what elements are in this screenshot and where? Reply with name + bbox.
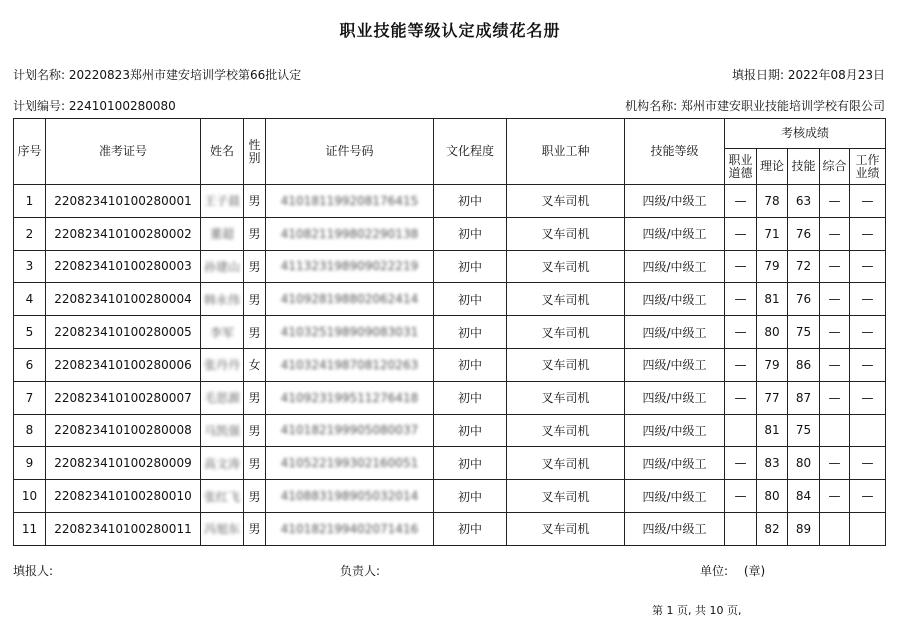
- row-name-text: 冯旭东: [203, 522, 240, 537]
- row-name-text: 董超: [209, 227, 234, 242]
- row-skill: 86: [788, 348, 820, 381]
- row-performance: —: [850, 217, 886, 250]
- row-education: 初中: [434, 250, 507, 283]
- row-name: [201, 414, 244, 447]
- row-skill: 75: [788, 316, 820, 349]
- table-row: [14, 480, 886, 513]
- row-level: 四级/中级工: [625, 185, 725, 218]
- row-performance: —: [850, 316, 886, 349]
- row-id-no: [266, 381, 434, 414]
- row-education: 初中: [434, 283, 507, 316]
- table-row: [14, 217, 886, 250]
- plan-no-line: [13, 97, 176, 114]
- row-comprehensive: —: [820, 250, 850, 283]
- row-level: 四级/中级工: [625, 447, 725, 480]
- row-performance: —: [850, 447, 886, 480]
- row-education: 初中: [434, 316, 507, 349]
- row-name: [201, 447, 244, 480]
- row-name-text: 王子晨: [203, 194, 240, 209]
- row-job: 叉车司机: [507, 316, 625, 349]
- row-name: [201, 185, 244, 218]
- row-skill: 76: [788, 283, 820, 316]
- row-comprehensive: —: [820, 316, 850, 349]
- row-exam-no: 220823410100280005: [46, 316, 201, 349]
- row-theory: 78: [757, 185, 788, 218]
- row-skill: 80: [788, 447, 820, 480]
- row-theory: 79: [757, 250, 788, 283]
- row-ethics: —: [725, 480, 757, 513]
- row-exam-no: 220823410100280006: [46, 348, 201, 381]
- row-theory: 82: [757, 512, 788, 545]
- row-level: 四级/中级工: [625, 283, 725, 316]
- row-ethics: —: [725, 381, 757, 414]
- row-exam-no: 220823410100280002: [46, 217, 201, 250]
- row-id-no-text: 410325198909083031: [280, 325, 419, 340]
- row-id-no: [266, 447, 434, 480]
- row-job: 叉车司机: [507, 381, 625, 414]
- row-comprehensive: [820, 512, 850, 545]
- row-gender: 女: [244, 348, 266, 381]
- row-performance: —: [850, 250, 886, 283]
- row-seq: 9: [14, 447, 46, 480]
- row-skill: 72: [788, 250, 820, 283]
- row-gender: 男: [244, 316, 266, 349]
- row-theory: 80: [757, 316, 788, 349]
- row-exam-no: 220823410100280010: [46, 480, 201, 513]
- row-performance: [850, 512, 886, 545]
- row-skill: 75: [788, 414, 820, 447]
- table-row: [14, 447, 886, 480]
- row-comprehensive: [820, 414, 850, 447]
- row-level: 四级/中级工: [625, 250, 725, 283]
- header-seq: 序号: [14, 119, 46, 185]
- row-seq: 2: [14, 217, 46, 250]
- row-education: 初中: [434, 512, 507, 545]
- row-education: 初中: [434, 348, 507, 381]
- row-job: 叉车司机: [507, 217, 625, 250]
- row-level: 四级/中级工: [625, 381, 725, 414]
- row-id-no-text: 410522199302160051: [280, 456, 419, 471]
- responsible-label: 负责人:: [340, 564, 381, 578]
- header-level: 技能等级: [625, 119, 725, 185]
- row-id-no-text: 410883198905032014: [280, 489, 419, 504]
- header-exam-no: 准考证号: [46, 119, 201, 185]
- row-theory: 80: [757, 480, 788, 513]
- row-gender: 男: [244, 447, 266, 480]
- row-seq: 7: [14, 381, 46, 414]
- row-seq: 5: [14, 316, 46, 349]
- row-seq: 6: [14, 348, 46, 381]
- header-education: 文化程度: [434, 119, 507, 185]
- header-performance: 工作业绩: [850, 149, 886, 185]
- page-info: 第 1 页, 共 10 页,: [652, 604, 742, 617]
- row-theory: 71: [757, 217, 788, 250]
- row-name-text: 韩永伟: [203, 292, 240, 307]
- row-exam-no: 220823410100280003: [46, 250, 201, 283]
- table-row: [14, 512, 886, 545]
- unit-label: 单位:: [700, 564, 729, 578]
- row-theory: 81: [757, 283, 788, 316]
- row-ethics: —: [725, 283, 757, 316]
- score-roster-table: [13, 118, 886, 546]
- row-id-no: [266, 316, 434, 349]
- row-job: 叉车司机: [507, 447, 625, 480]
- row-id-no-text: 410181199208176415: [280, 193, 419, 208]
- row-name-text: 马凯强: [203, 423, 240, 438]
- seal-label: (章): [743, 564, 766, 578]
- fill-date-label: 填报日期:: [732, 68, 785, 82]
- row-level: 四级/中级工: [625, 512, 725, 545]
- row-performance: [850, 414, 886, 447]
- row-ethics: —: [725, 348, 757, 381]
- table-row: [14, 185, 886, 218]
- row-performance: —: [850, 381, 886, 414]
- plan-no-value: 22410100280080: [68, 99, 176, 113]
- header-scores: 考核成绩: [725, 119, 886, 149]
- org-name-value: 郑州市建安职业技能培训学校有限公司: [680, 99, 885, 113]
- row-gender: 男: [244, 414, 266, 447]
- unit-line: [700, 562, 765, 579]
- row-exam-no: 220823410100280004: [46, 283, 201, 316]
- row-skill: 89: [788, 512, 820, 545]
- row-name-text: 高文涛: [203, 456, 240, 471]
- row-id-no-text: 410182199905080037: [280, 423, 419, 438]
- row-name-text: 毛思源: [203, 391, 240, 406]
- header-comprehensive: 综合: [820, 149, 850, 185]
- header-ethics: 职业道德: [725, 149, 757, 185]
- row-name: [201, 348, 244, 381]
- row-job: 叉车司机: [507, 414, 625, 447]
- row-ethics: —: [725, 447, 757, 480]
- row-theory: 83: [757, 447, 788, 480]
- row-name-text: 孙建山: [203, 259, 240, 274]
- row-level: 四级/中级工: [625, 414, 725, 447]
- row-gender: 男: [244, 217, 266, 250]
- row-exam-no: 220823410100280001: [46, 185, 201, 218]
- row-name: [201, 217, 244, 250]
- row-education: 初中: [434, 381, 507, 414]
- row-ethics: —: [725, 316, 757, 349]
- row-seq: 11: [14, 512, 46, 545]
- row-gender: 男: [244, 512, 266, 545]
- row-name: [201, 316, 244, 349]
- row-id-no: [266, 283, 434, 316]
- row-id-no: [266, 217, 434, 250]
- row-skill: 76: [788, 217, 820, 250]
- row-performance: —: [850, 283, 886, 316]
- row-theory: 81: [757, 414, 788, 447]
- row-ethics: —: [725, 217, 757, 250]
- page-title: 职业技能等级认定成绩花名册: [339, 21, 561, 40]
- table-row: [14, 348, 886, 381]
- row-id-no-text: 410324198708120263: [280, 357, 419, 372]
- row-gender: 男: [244, 283, 266, 316]
- org-name-line: [625, 97, 885, 114]
- table-row: [14, 283, 886, 316]
- row-ethics: [725, 414, 757, 447]
- row-comprehensive: —: [820, 381, 850, 414]
- table-row: [14, 316, 886, 349]
- row-comprehensive: —: [820, 185, 850, 218]
- row-education: 初中: [434, 414, 507, 447]
- header-gender: 性别: [244, 119, 266, 185]
- row-seq: 1: [14, 185, 46, 218]
- row-name-text: 张丹丹: [203, 358, 240, 373]
- row-job: 叉车司机: [507, 185, 625, 218]
- row-comprehensive: —: [820, 283, 850, 316]
- row-job: 叉车司机: [507, 250, 625, 283]
- row-name: [201, 381, 244, 414]
- row-exam-no: 220823410100280008: [46, 414, 201, 447]
- row-seq: 4: [14, 283, 46, 316]
- header-job: 职业工种: [507, 119, 625, 185]
- row-id-no: [266, 480, 434, 513]
- row-ethics: [725, 512, 757, 545]
- row-name: [201, 512, 244, 545]
- row-exam-no: 220823410100280011: [46, 512, 201, 545]
- row-gender: 男: [244, 250, 266, 283]
- row-seq: 3: [14, 250, 46, 283]
- row-performance: —: [850, 480, 886, 513]
- row-level: 四级/中级工: [625, 316, 725, 349]
- row-id-no-text: 410182199402071416: [280, 521, 419, 536]
- table-row: [14, 381, 886, 414]
- row-level: 四级/中级工: [625, 348, 725, 381]
- row-comprehensive: —: [820, 447, 850, 480]
- plan-name-value: 20220823郑州市建安培训学校第66批认定: [68, 68, 302, 82]
- row-name: [201, 250, 244, 283]
- row-education: 初中: [434, 185, 507, 218]
- header-id-no: 证件号码: [266, 119, 434, 185]
- row-id-no: [266, 512, 434, 545]
- row-id-no-text: 410923199511276418: [280, 390, 419, 405]
- row-skill: 84: [788, 480, 820, 513]
- row-education: 初中: [434, 447, 507, 480]
- row-seq: 8: [14, 414, 46, 447]
- filler-label: 填报人:: [13, 564, 54, 578]
- table-row: [14, 414, 886, 447]
- row-gender: 男: [244, 185, 266, 218]
- row-id-no-text: 410928198802062414: [280, 292, 419, 307]
- row-name-text: 李军: [209, 325, 234, 340]
- row-exam-no: 220823410100280007: [46, 381, 201, 414]
- row-ethics: —: [725, 185, 757, 218]
- row-theory: 79: [757, 348, 788, 381]
- row-gender: 男: [244, 480, 266, 513]
- roster-body: [14, 185, 886, 546]
- row-name-text: 张红飞: [203, 489, 240, 504]
- row-name: [201, 283, 244, 316]
- fill-date-line: [732, 66, 885, 83]
- row-id-no: [266, 185, 434, 218]
- row-job: 叉车司机: [507, 480, 625, 513]
- row-skill: 87: [788, 381, 820, 414]
- row-id-no-text: 411323198909022219: [280, 259, 419, 274]
- header-name: 姓名: [201, 119, 244, 185]
- row-job: 叉车司机: [507, 348, 625, 381]
- row-comprehensive: —: [820, 217, 850, 250]
- header-skill: 技能: [788, 149, 820, 185]
- row-job: 叉车司机: [507, 283, 625, 316]
- row-exam-no: 220823410100280009: [46, 447, 201, 480]
- row-id-no: [266, 414, 434, 447]
- row-education: 初中: [434, 217, 507, 250]
- plan-name-line: [13, 66, 301, 83]
- row-name: [201, 480, 244, 513]
- fill-date-value: 2022年08月23日: [787, 68, 885, 82]
- plan-name-label: 计划名称:: [13, 68, 66, 82]
- row-education: 初中: [434, 480, 507, 513]
- row-id-no: [266, 348, 434, 381]
- row-comprehensive: —: [820, 480, 850, 513]
- row-ethics: —: [725, 250, 757, 283]
- row-id-no-text: 410821199802290138: [280, 226, 419, 241]
- plan-no-label: 计划编号:: [13, 99, 66, 113]
- row-level: 四级/中级工: [625, 217, 725, 250]
- row-theory: 77: [757, 381, 788, 414]
- row-id-no: [266, 250, 434, 283]
- row-comprehensive: —: [820, 348, 850, 381]
- row-seq: 10: [14, 480, 46, 513]
- row-job: 叉车司机: [507, 512, 625, 545]
- row-level: 四级/中级工: [625, 480, 725, 513]
- header-theory: 理论: [757, 149, 788, 185]
- row-performance: —: [850, 185, 886, 218]
- org-label: 机构名称:: [625, 99, 678, 113]
- row-gender: 男: [244, 381, 266, 414]
- row-performance: —: [850, 348, 886, 381]
- table-row: [14, 250, 886, 283]
- row-skill: 63: [788, 185, 820, 218]
